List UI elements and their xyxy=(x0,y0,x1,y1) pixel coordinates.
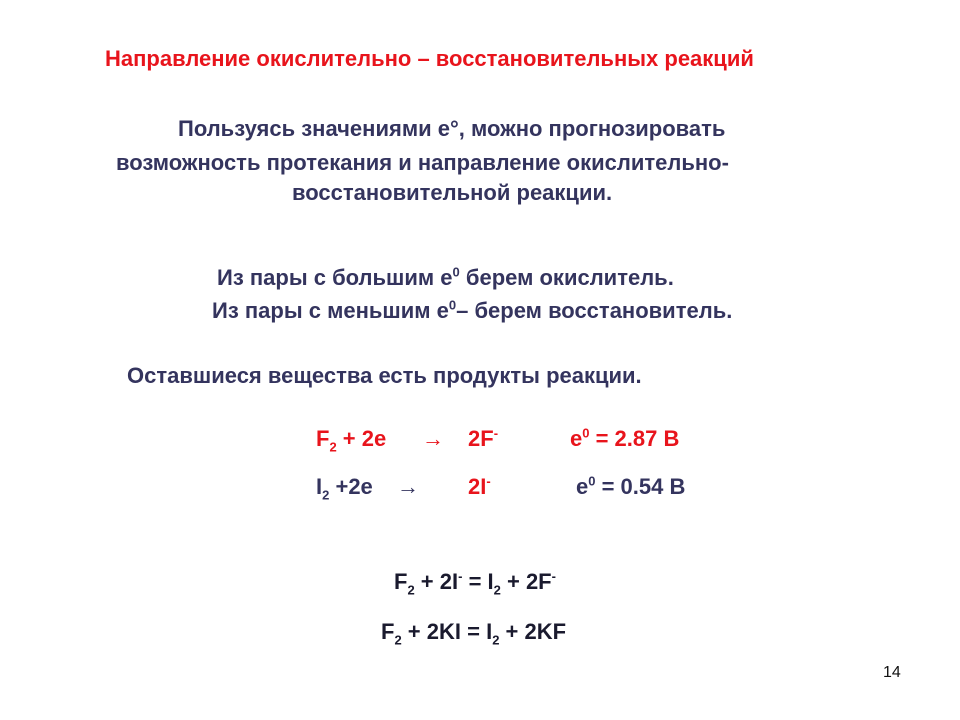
rule-reducer: Из пары с меньшим $е^0-$ берем восстановитель. xyxy=(212,297,733,323)
slide-title: Направление окислительно – восстановительных реакций xyxy=(105,46,754,71)
intro-line-3: восстановительной реакции. xyxy=(292,180,613,205)
arrow-iodine: → xyxy=(397,474,419,499)
intro-line-1: Пользуясь значениями е°, можно прогнозировать xyxy=(178,116,726,141)
page-number: 14 xyxy=(883,664,901,681)
potential-iodine: $e^0 = 0.54$ В xyxy=(576,473,686,499)
product-fluoride: 2F- xyxy=(468,425,499,451)
intro-line-2: возможность протекания и направление окислительно- xyxy=(116,150,729,175)
arrow-fluorine: → xyxy=(422,426,444,451)
molecular-equation: $F_2 + 2KI = I_2 + 2KF$ xyxy=(381,619,567,648)
product-iodide: 2I- xyxy=(468,473,491,499)
conclusion-text: Оставшиеся вещества есть продукты реакции. xyxy=(127,363,642,388)
rule-oxidizer: Из пары с большим $е^0$ берем окислитель. xyxy=(217,264,674,290)
half-reaction-iodine: $I_2 +2e$ xyxy=(316,474,373,503)
potential-fluorine: $e^0 = 2.87$ В xyxy=(570,425,680,451)
half-reaction-fluorine: $F_2 + 2e$ xyxy=(316,426,387,455)
ionic-equation: $F_2 + 2I^- = I_2 + 2F^-$ xyxy=(394,568,556,598)
